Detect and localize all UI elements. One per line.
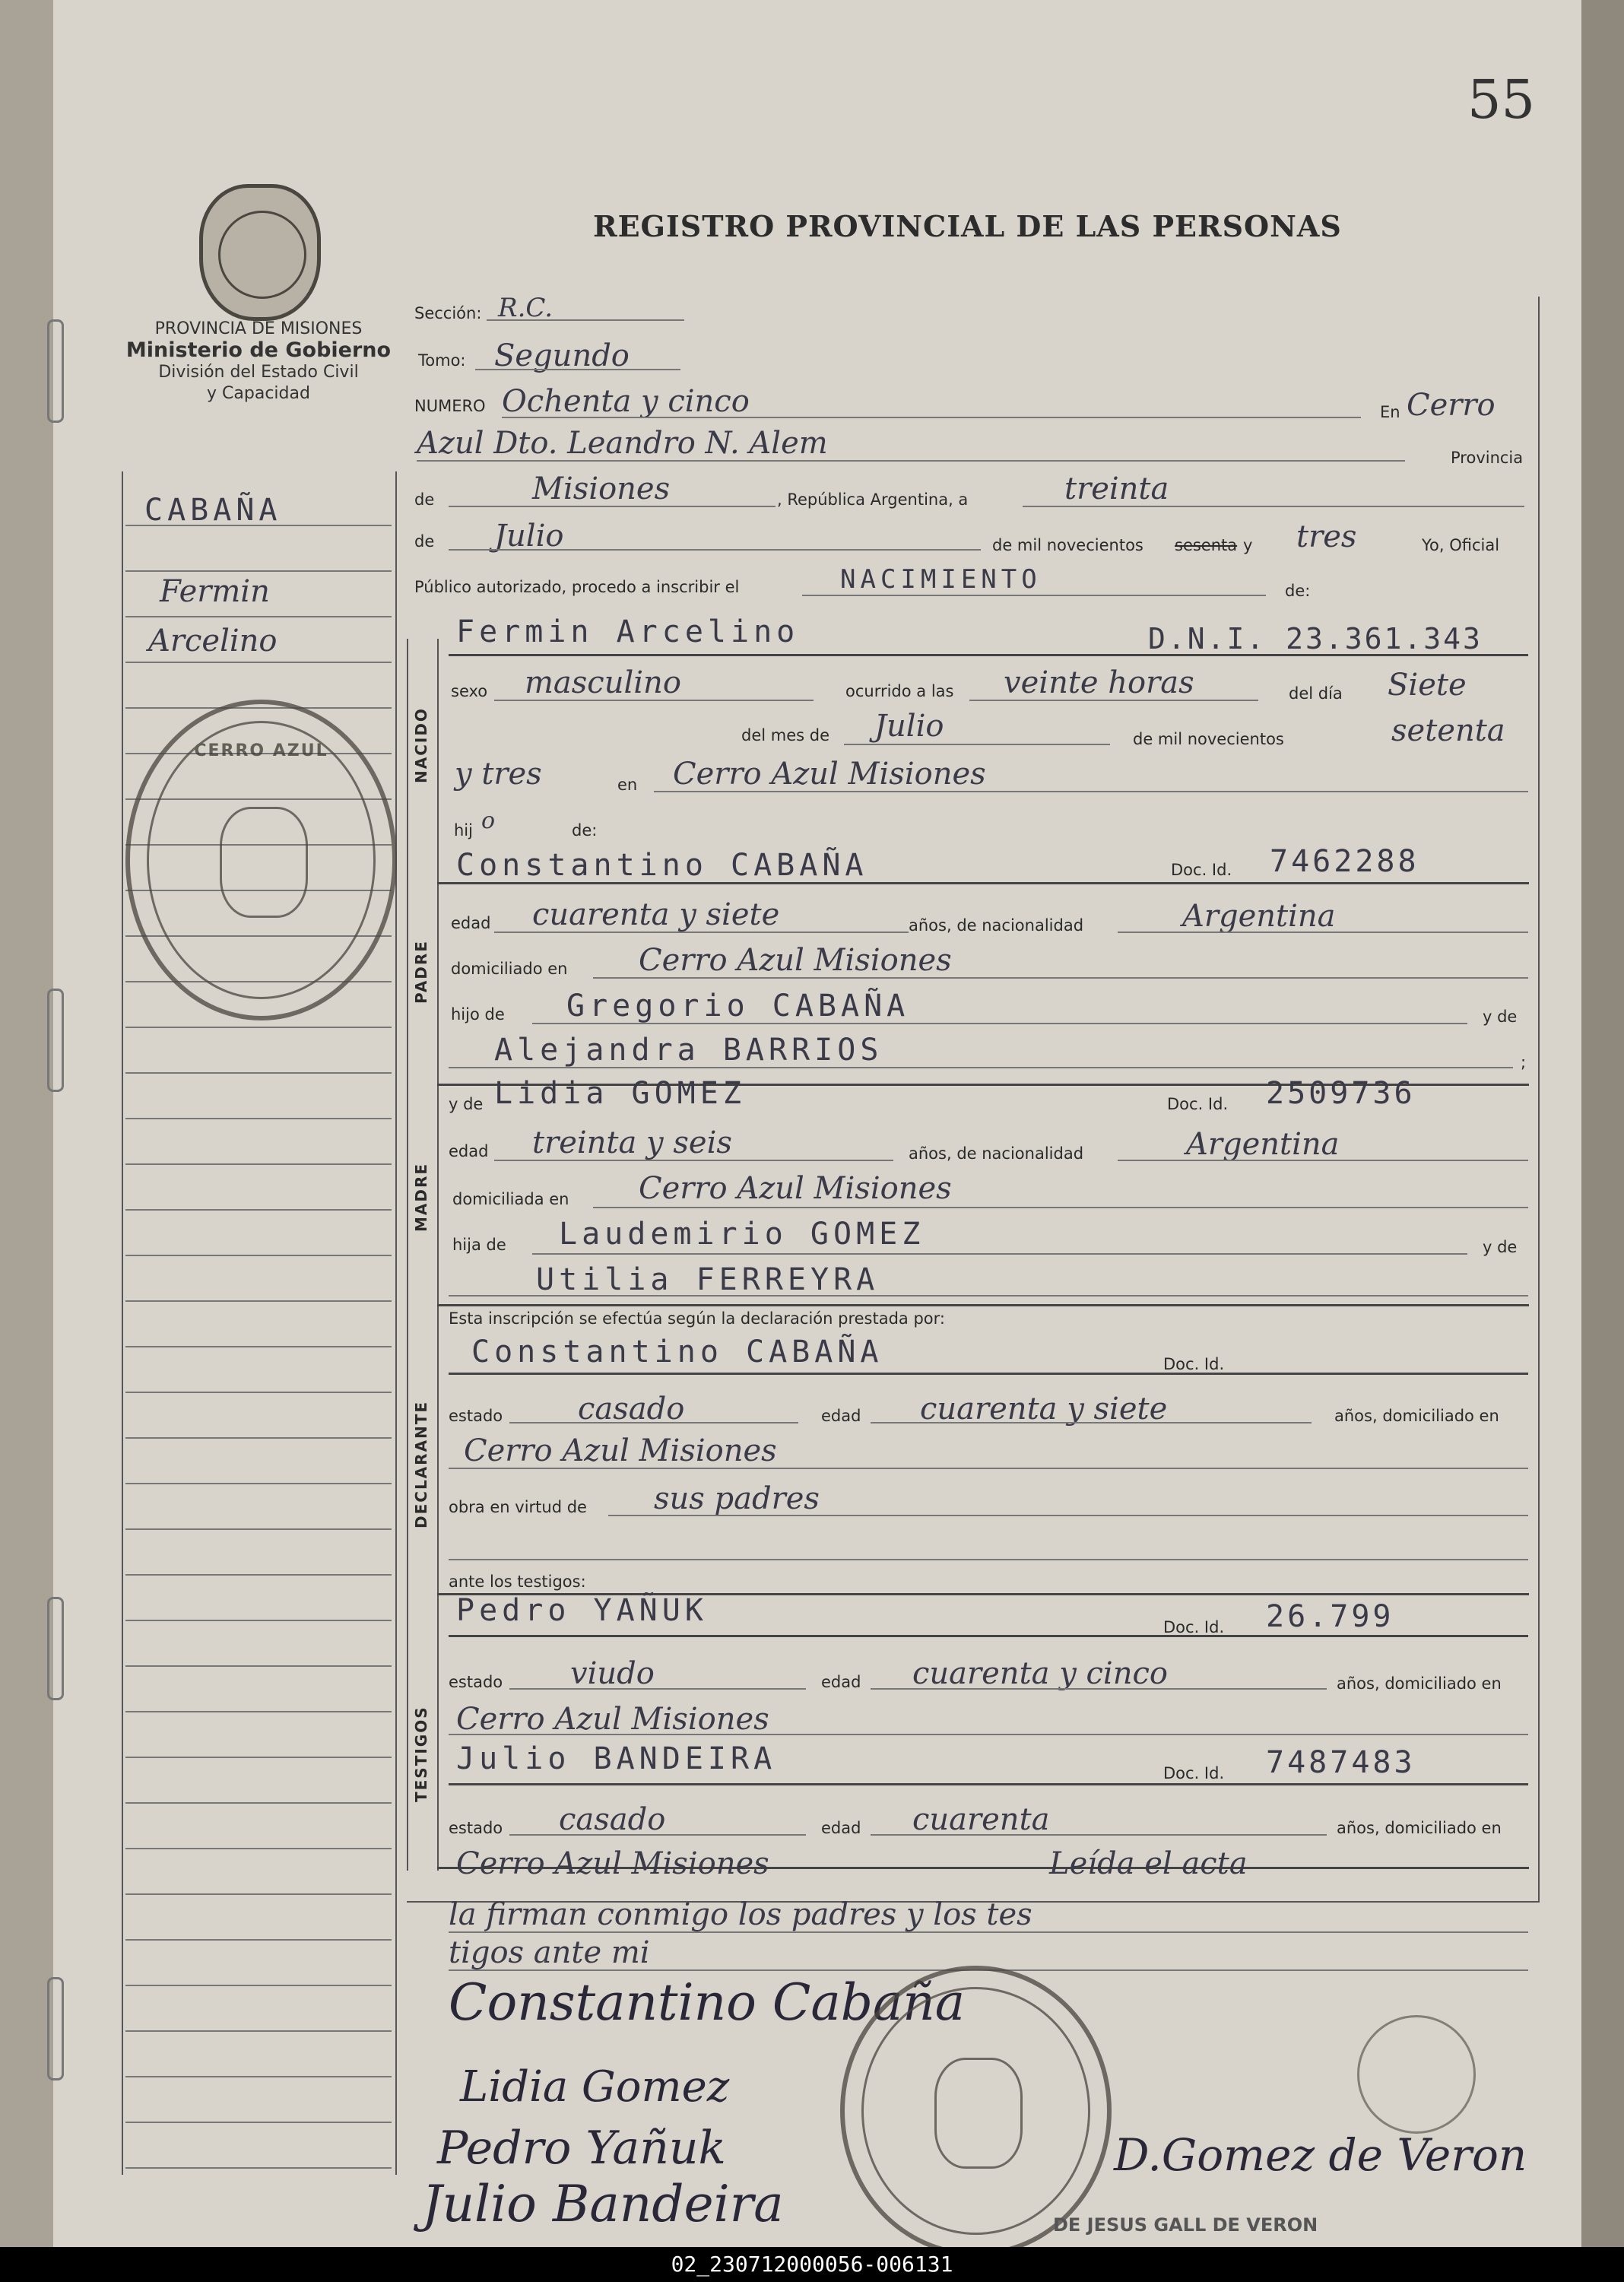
margin-rule (125, 1665, 392, 1667)
edad-label: edad (821, 1819, 861, 1837)
binding-stitch (47, 319, 64, 423)
declarante-domicilio: Cerro Azul Misiones (464, 1433, 777, 1468)
lugar-value: Cerro Azul Misiones (673, 757, 986, 792)
dia-value: Siete (1388, 668, 1467, 703)
testigo1-estado: viudo (570, 1656, 655, 1691)
anios-label: años, de nacionalidad (909, 1144, 1084, 1163)
margin-rule (125, 1118, 392, 1119)
del-dia-label: del día (1289, 684, 1343, 703)
field-line (494, 700, 814, 701)
anio-value: setenta (1391, 713, 1505, 748)
field-line (449, 1734, 1528, 1735)
closing-line-1: Leída el acta (1049, 1846, 1248, 1881)
margin-rule (125, 1893, 392, 1895)
field-line (487, 319, 684, 321)
de-label: de: (572, 821, 598, 839)
dia-value: treinta (1064, 471, 1169, 506)
section-label-padre: PADRE (412, 940, 430, 1004)
margin-rule (125, 1027, 392, 1028)
numero-label: NUMERO (414, 397, 486, 415)
division-subname: y Capacidad (207, 384, 310, 403)
testigo1-domicilio: Cerro Azul Misiones (456, 1702, 769, 1737)
margin-firstname: Fermin (160, 574, 270, 609)
field-line (1023, 506, 1524, 507)
field-line (449, 549, 981, 551)
closing-line-2: la firman conmigo los padres y los tes (449, 1897, 1032, 1932)
coat-of-arms-icon (199, 184, 321, 321)
anios-label: años, domiciliado en (1337, 1674, 1502, 1693)
madre-doc-label: Doc. Id. (1167, 1095, 1229, 1113)
field-line (593, 977, 1528, 979)
padre-nombre: Constantino CABAÑA (456, 848, 868, 883)
seccion-value: R.C. (498, 293, 553, 323)
stamp-emblem (220, 807, 308, 918)
madre-nombre: Lidia GOMEZ (494, 1076, 746, 1111)
anios-label: años, de nacionalidad (909, 916, 1084, 935)
declarante-edad: cuarenta y siete (920, 1392, 1168, 1427)
field-line (1118, 1160, 1528, 1161)
madre-edad: treinta y seis (532, 1125, 732, 1160)
signature-oficial: D.Gomez de Veron (1114, 2129, 1527, 2181)
testigo2-estado: casado (559, 1802, 666, 1837)
binding-stitch (47, 989, 64, 1092)
estado-label: estado (449, 1819, 503, 1837)
section-separator (437, 1304, 1529, 1306)
madre-domicilio: Cerro Azul Misiones (639, 1171, 952, 1206)
estado-label: estado (449, 1407, 503, 1425)
acto-value: NACIMIENTO (840, 564, 1042, 595)
de3-label: de: (1285, 582, 1311, 600)
margin-rule (125, 1574, 392, 1576)
stamp-text: CERRO AZUL (194, 741, 328, 761)
field-line (871, 1834, 1327, 1836)
padre-domicilio: Cerro Azul Misiones (639, 943, 952, 978)
testigo2-doc-label: Doc. Id. (1163, 1764, 1225, 1782)
anio-value: tres (1296, 519, 1357, 554)
field-line (449, 1295, 1528, 1297)
provincia-value: Misiones (532, 471, 671, 506)
footer-id: 02_230712000056-006131 (0, 2247, 1624, 2282)
semicolon: ; (1521, 1053, 1527, 1071)
anios-label: años, domiciliado en (1334, 1407, 1499, 1425)
binding-stitch (47, 1977, 64, 2080)
stamp-emblem (934, 2058, 1023, 2169)
page-title: REGISTRO PROVINCIAL DE LAS PERSONAS (593, 209, 1342, 243)
field-line (449, 654, 1528, 656)
margin-rule (125, 2030, 392, 2032)
ocurrido-label: ocurrido a las (845, 682, 954, 700)
field-line (509, 1834, 806, 1836)
nacido-nombre: Fermin Arcelino (456, 614, 800, 649)
testigo2-doc-value: 7487483 (1266, 1745, 1416, 1780)
official-stamp (840, 1966, 1112, 2256)
de2-label: de (414, 532, 435, 551)
coat-of-arms-emblem (218, 211, 306, 299)
field-line (871, 1688, 1327, 1690)
nacido-dni: D.N.I. 23.361.343 (1148, 622, 1483, 655)
seal-header (118, 319, 399, 405)
margin-surname: CABAÑA (144, 493, 282, 528)
field-line (502, 417, 1361, 418)
section-divider-inner (437, 639, 439, 1871)
testigo1-doc-value: 26.799 (1266, 1599, 1394, 1634)
y-label: y (1243, 536, 1253, 554)
declarante-obra: sus padres (654, 1481, 820, 1516)
en-label: En (1380, 403, 1400, 421)
testigo1-doc-label: Doc. Id. (1163, 1618, 1225, 1636)
place-line: Azul Dto. Leandro N. Alem (417, 426, 828, 461)
tomo-value: Segundo (494, 338, 630, 373)
del-mes-label: del mes de (741, 726, 830, 744)
margin-rule (125, 1848, 392, 1849)
sexo-value: masculino (525, 665, 681, 700)
field-line (449, 506, 776, 507)
margin-rule (125, 662, 392, 663)
binding-stitch (47, 1597, 64, 1700)
hija-de-label: hija de (452, 1236, 506, 1254)
padre-padre: Gregorio CABAÑA (566, 989, 910, 1024)
hora-value: veinte horas (1004, 665, 1194, 700)
field-line (494, 1160, 893, 1161)
domiciliado-label: domiciliado en (451, 960, 568, 978)
signature-madre: Lidia Gomez (460, 2062, 730, 2112)
field-line (1118, 932, 1528, 933)
sexo-label: sexo (451, 682, 488, 700)
testigo2-edad: cuarenta (912, 1802, 1050, 1837)
numero-value: Ochenta y cinco (502, 384, 750, 419)
provincia-label: Provincia (1451, 449, 1524, 467)
de-label: de (414, 490, 435, 509)
field-line (654, 791, 1528, 792)
yo-label: Yo, Oficial (1422, 536, 1500, 554)
field-line (593, 1207, 1528, 1208)
section-label-declarante: DECLARANTE (412, 1400, 430, 1528)
field-line (608, 1515, 1528, 1516)
margin-rule (125, 2076, 392, 2077)
field-line (844, 744, 1110, 745)
ministry-name: Ministerio de Gobierno (125, 338, 392, 362)
field-line (417, 460, 1405, 462)
margin-rule (125, 1437, 392, 1439)
signature-testigo-1: Pedro Yañuk (437, 2122, 726, 2175)
field-line (532, 1023, 1467, 1024)
mil-label: de mil novecientos (992, 536, 1143, 554)
obra-label: obra en virtud de (449, 1498, 587, 1516)
seccion-label: Sección: (414, 304, 482, 322)
margin-rule (125, 1392, 392, 1393)
testigo2-domicilio: Cerro Azul Misiones (456, 1846, 769, 1881)
field-line (449, 1067, 1513, 1068)
margin-rule (125, 1985, 392, 1986)
margin-rule (125, 1300, 392, 1302)
margin-rule (125, 1163, 392, 1165)
margin-rule (125, 1939, 392, 1941)
padre-doc-label: Doc. Id. (1171, 861, 1232, 879)
anio-value-2: y tres (455, 757, 542, 792)
margin-rule (125, 2167, 392, 2169)
division-name: División del Estado Civil (158, 363, 359, 382)
margin-rule (125, 1802, 392, 1804)
edad-label: edad (821, 1407, 861, 1425)
field-line (871, 1422, 1312, 1423)
testigo2-nombre: Julio BANDEIRA (456, 1741, 777, 1776)
mil-label-struck: sesenta (1175, 536, 1238, 554)
declarante-intro: Esta inscripción se efectúa según la declaración prestada por: (449, 1309, 945, 1328)
padre-madre: Alejandra BARRIOS (494, 1033, 883, 1068)
margin-rule (125, 1620, 392, 1621)
field-line (449, 1468, 1528, 1469)
section-label-madre: MADRE (412, 1162, 430, 1232)
en-label: en (617, 776, 638, 794)
hijo-suffix: o (481, 808, 496, 834)
registry-stamp (125, 700, 397, 1020)
field-line (509, 1688, 806, 1690)
province-name: PROVINCIA DE MISIONES (154, 319, 363, 338)
domiciliada-label: domiciliada en (452, 1190, 569, 1208)
margin-rule (125, 1757, 392, 1758)
binding-edge (0, 0, 53, 2247)
margin-middlename: Arcelino (148, 624, 278, 659)
estado-label: estado (449, 1673, 503, 1691)
madre-madre: Utilia FERREYRA (536, 1262, 880, 1297)
testigo1-nombre: Pedro YAÑUK (456, 1593, 708, 1628)
declarante-doc-label: Doc. Id. (1163, 1355, 1225, 1373)
field-line (449, 1635, 1528, 1637)
field-line (802, 595, 1266, 596)
field-line (509, 1422, 798, 1423)
republica-label: , República Argentina, a (777, 490, 969, 509)
de-mil-label: de mil novecientos (1133, 730, 1284, 748)
field-line (449, 1931, 1528, 1933)
margin-rule (125, 1209, 392, 1211)
anios-label: años, domiciliado en (1337, 1819, 1502, 1837)
field-line (969, 700, 1258, 701)
field-line (449, 1783, 1528, 1785)
madre-y-de-label: y de (449, 1095, 484, 1113)
madre-nacionalidad: Argentina (1186, 1127, 1340, 1162)
declarante-estado: casado (578, 1392, 685, 1427)
mes-value: Julio (494, 519, 564, 554)
margin-rule (125, 570, 392, 572)
field-line (475, 369, 680, 370)
margin-rule (125, 1483, 392, 1484)
field-line (449, 1373, 1528, 1375)
y-de-label: y de (1483, 1238, 1518, 1256)
official-name: DE JESUS GALL DE VERON (1053, 2214, 1318, 2236)
signature-padre: Constantino Cabaña (449, 1973, 966, 2032)
section-label-nacido: NACIDO (412, 707, 430, 783)
margin-rule (125, 1528, 392, 1530)
declarante-nombre: Constantino CABAÑA (471, 1335, 883, 1370)
mes-value: Julio (874, 709, 944, 744)
hijo-label: hij (454, 821, 473, 839)
hijo-de-label: hijo de (451, 1005, 505, 1024)
margin-rule (125, 1346, 392, 1347)
book-edge (1581, 0, 1624, 2247)
margin-rule (125, 616, 392, 617)
field-line (494, 932, 909, 933)
page-number: 55 (1467, 68, 1536, 131)
testigo1-edad: cuarenta y cinco (912, 1656, 1168, 1691)
initials-loop (1357, 2015, 1476, 2134)
publico-label: Público autorizado, procedo a inscribir el (414, 578, 740, 596)
y-de-label: y de (1483, 1008, 1518, 1026)
edad-label: edad (449, 1142, 489, 1160)
signature-testigo-2: Julio Bandeira (422, 2175, 784, 2233)
field-line (449, 1559, 1528, 1560)
padre-nacionalidad: Argentina (1182, 899, 1336, 934)
madre-padre: Laudemirio GOMEZ (559, 1217, 925, 1252)
tomo-label: Tomo: (418, 351, 466, 370)
testigos-intro: ante los testigos: (449, 1573, 586, 1591)
margin-rule (125, 1255, 392, 1256)
en-value: Cerro (1407, 388, 1496, 423)
padre-edad: cuarenta y siete (532, 897, 780, 932)
section-label-testigos: TESTIGOS (412, 1706, 430, 1802)
madre-doc-value: 2509736 (1266, 1076, 1416, 1111)
margin-rule (125, 1711, 392, 1712)
padre-doc-value: 7462288 (1270, 844, 1419, 879)
section-divider (407, 639, 408, 1871)
edad-label: edad (451, 914, 491, 932)
margin-rule (125, 1072, 392, 1074)
margin-rule (125, 2122, 392, 2123)
edad-label: edad (821, 1673, 861, 1691)
closing-line-3: tigos ante mi (449, 1935, 650, 1970)
field-line (532, 1253, 1467, 1255)
